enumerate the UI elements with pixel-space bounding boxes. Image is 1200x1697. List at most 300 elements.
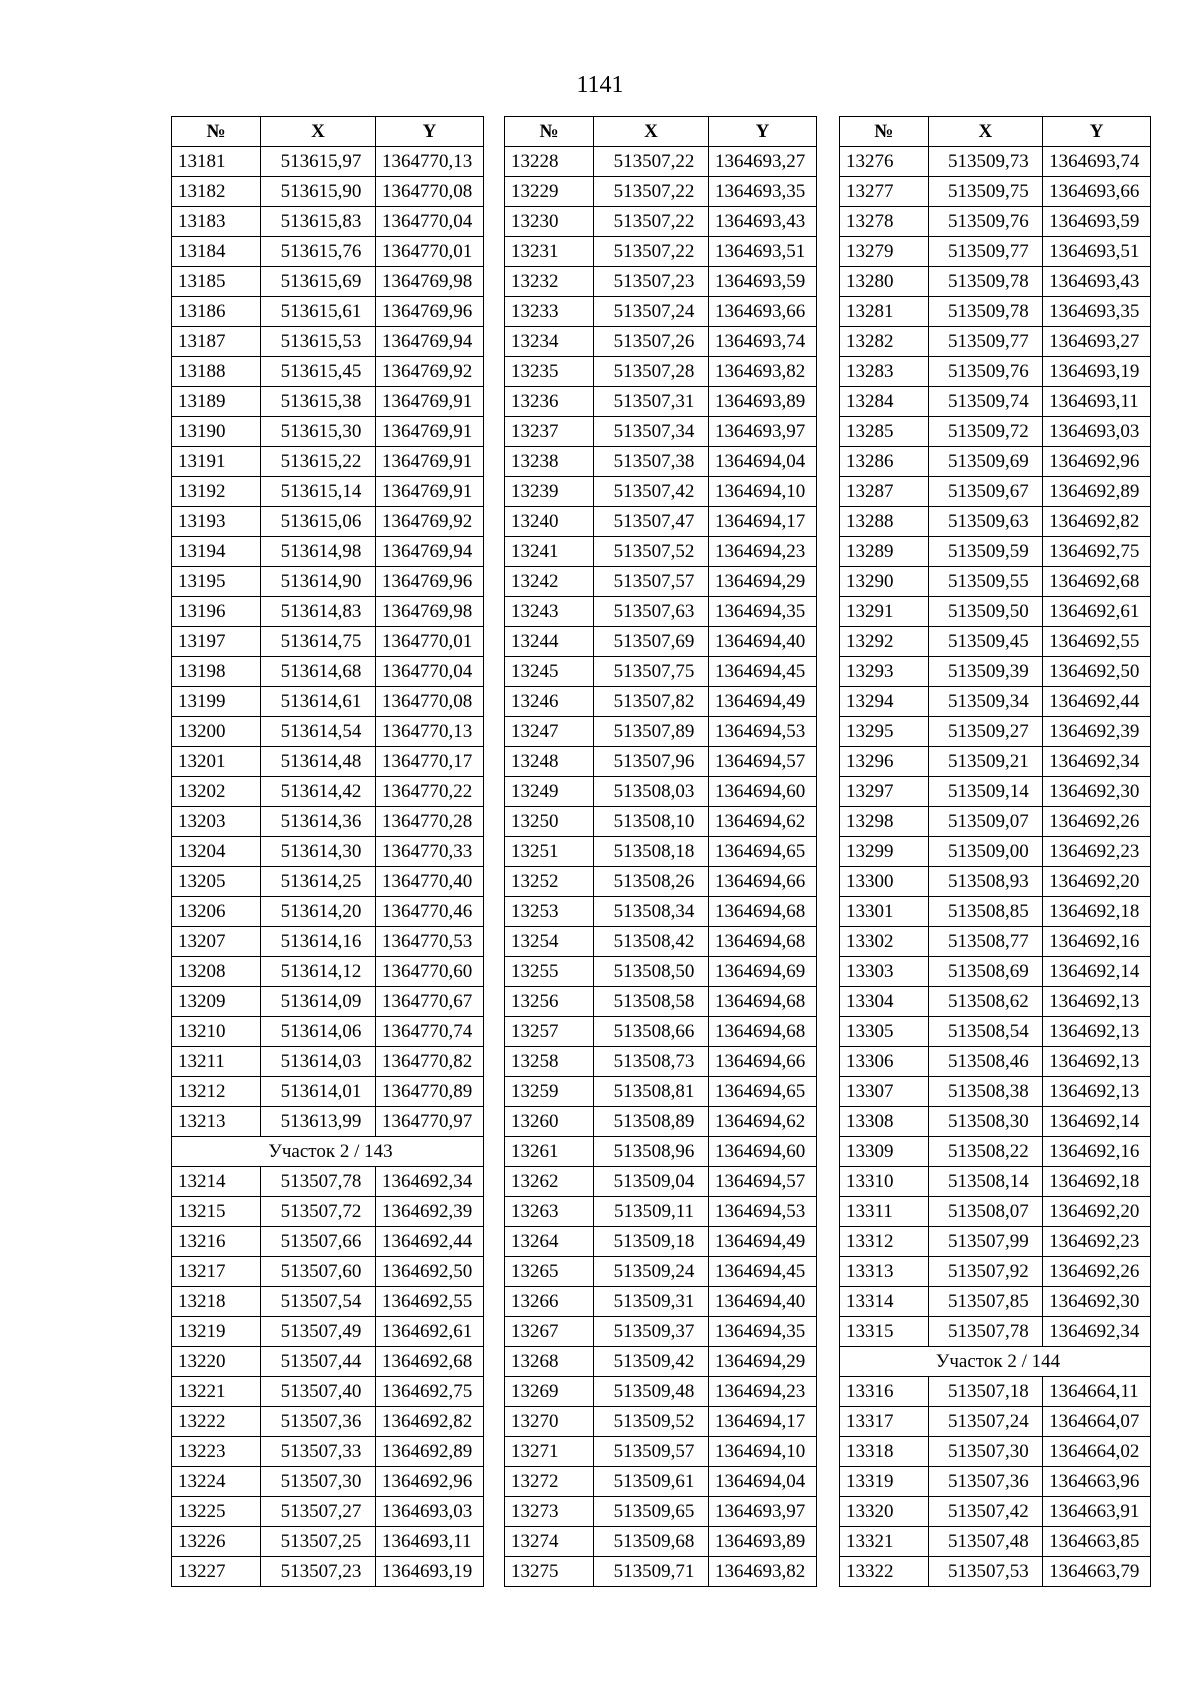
table-row xyxy=(505,957,817,987)
table-row xyxy=(172,627,484,657)
y-coordinate: 1364694,45 xyxy=(709,1257,817,1287)
table-row xyxy=(172,1317,484,1347)
y-coordinate: 1364694,62 xyxy=(709,807,817,837)
y-coordinate: 1364692,18 xyxy=(1043,1167,1151,1197)
y-coordinate: 1364692,23 xyxy=(1043,1227,1151,1257)
table-row xyxy=(840,1167,1151,1197)
header-num: № xyxy=(172,117,261,147)
x-coordinate: 513507,33 xyxy=(261,1437,376,1467)
table-row xyxy=(505,1317,817,1347)
point-number: 13258 xyxy=(505,1047,594,1077)
table-row xyxy=(172,477,484,507)
x-coordinate: 513614,01 xyxy=(261,1077,376,1107)
x-coordinate: 513508,38 xyxy=(928,1077,1043,1107)
y-coordinate: 1364692,50 xyxy=(376,1257,484,1287)
point-number: 13282 xyxy=(840,327,929,357)
point-number: 13237 xyxy=(505,417,594,447)
table-row xyxy=(172,387,484,417)
y-coordinate: 1364769,92 xyxy=(376,507,484,537)
table-row xyxy=(505,207,817,237)
x-coordinate: 513508,18 xyxy=(594,837,709,867)
table-row xyxy=(172,1407,484,1437)
x-coordinate: 513507,31 xyxy=(594,387,709,417)
table-row xyxy=(505,597,817,627)
point-number: 13226 xyxy=(172,1527,261,1557)
x-coordinate: 513614,12 xyxy=(261,957,376,987)
x-coordinate: 513508,42 xyxy=(594,927,709,957)
x-coordinate: 513508,10 xyxy=(594,807,709,837)
point-number: 13183 xyxy=(172,207,261,237)
y-coordinate: 1364694,69 xyxy=(709,957,817,987)
x-coordinate: 513507,24 xyxy=(928,1407,1043,1437)
table-row xyxy=(505,1167,817,1197)
table-row xyxy=(505,1347,817,1377)
table-row xyxy=(172,777,484,807)
y-coordinate: 1364664,02 xyxy=(1043,1437,1151,1467)
x-coordinate: 513507,85 xyxy=(928,1287,1043,1317)
table-row xyxy=(172,597,484,627)
x-coordinate: 513507,23 xyxy=(594,267,709,297)
y-coordinate: 1364770,33 xyxy=(376,837,484,867)
table-row xyxy=(840,1437,1151,1467)
table-row xyxy=(505,777,817,807)
x-coordinate: 513507,42 xyxy=(594,477,709,507)
coordinate-tables xyxy=(171,116,1151,1590)
point-number: 13289 xyxy=(840,537,929,567)
x-coordinate: 513509,77 xyxy=(928,327,1043,357)
x-coordinate: 513507,30 xyxy=(261,1467,376,1497)
y-coordinate: 1364694,23 xyxy=(709,1377,817,1407)
table-row xyxy=(505,1287,817,1317)
point-number: 13208 xyxy=(172,957,261,987)
point-number: 13309 xyxy=(840,1137,929,1167)
page-number: 1141 xyxy=(576,72,624,98)
y-coordinate: 1364693,66 xyxy=(709,297,817,327)
table-row xyxy=(505,267,817,297)
point-number: 13283 xyxy=(840,357,929,387)
point-number: 13322 xyxy=(840,1557,929,1587)
y-coordinate: 1364692,34 xyxy=(1043,1317,1151,1347)
y-coordinate: 1364770,08 xyxy=(376,177,484,207)
table-row xyxy=(172,567,484,597)
y-coordinate: 1364693,27 xyxy=(1043,327,1151,357)
point-number: 13285 xyxy=(840,417,929,447)
x-coordinate: 513615,83 xyxy=(261,207,376,237)
y-coordinate: 1364770,53 xyxy=(376,927,484,957)
point-number: 13284 xyxy=(840,387,929,417)
table-row xyxy=(172,1227,484,1257)
point-number: 13321 xyxy=(840,1527,929,1557)
table-row xyxy=(172,147,484,177)
table-row xyxy=(505,327,817,357)
x-coordinate: 513507,53 xyxy=(928,1557,1043,1587)
point-number: 13298 xyxy=(840,807,929,837)
y-coordinate: 1364769,91 xyxy=(376,387,484,417)
table-row xyxy=(840,1017,1151,1047)
x-coordinate: 513508,66 xyxy=(594,1017,709,1047)
table-row xyxy=(840,597,1151,627)
point-number: 13266 xyxy=(505,1287,594,1317)
x-coordinate: 513614,98 xyxy=(261,537,376,567)
x-coordinate: 513615,30 xyxy=(261,417,376,447)
y-coordinate: 1364694,68 xyxy=(709,1017,817,1047)
x-coordinate: 513509,68 xyxy=(594,1527,709,1557)
table-row xyxy=(505,1227,817,1257)
table-row xyxy=(840,657,1151,687)
y-coordinate: 1364692,39 xyxy=(1043,717,1151,747)
point-number: 13247 xyxy=(505,717,594,747)
y-coordinate: 1364692,55 xyxy=(1043,627,1151,657)
x-coordinate: 513508,89 xyxy=(594,1107,709,1137)
x-coordinate: 513507,72 xyxy=(261,1197,376,1227)
table-row xyxy=(505,807,817,837)
x-coordinate: 513509,61 xyxy=(594,1467,709,1497)
point-number: 13241 xyxy=(505,537,594,567)
table-row xyxy=(505,867,817,897)
table-row xyxy=(172,1107,484,1137)
table-row xyxy=(505,627,817,657)
x-coordinate: 513508,22 xyxy=(928,1137,1043,1167)
point-number: 13314 xyxy=(840,1287,929,1317)
y-coordinate: 1364769,96 xyxy=(376,567,484,597)
point-number: 13204 xyxy=(172,837,261,867)
y-coordinate: 1364769,96 xyxy=(376,297,484,327)
point-number: 13242 xyxy=(505,567,594,597)
table-row xyxy=(172,927,484,957)
table-row xyxy=(840,627,1151,657)
x-coordinate: 513509,78 xyxy=(928,267,1043,297)
y-coordinate: 1364692,68 xyxy=(376,1347,484,1377)
x-coordinate: 513507,96 xyxy=(594,747,709,777)
table-row xyxy=(840,1287,1151,1317)
point-number: 13254 xyxy=(505,927,594,957)
y-coordinate: 1364693,43 xyxy=(709,207,817,237)
x-coordinate: 513507,47 xyxy=(594,507,709,537)
x-coordinate: 513615,14 xyxy=(261,477,376,507)
x-coordinate: 513509,65 xyxy=(594,1497,709,1527)
x-coordinate: 513507,30 xyxy=(928,1437,1043,1467)
y-coordinate: 1364692,44 xyxy=(376,1227,484,1257)
table-row xyxy=(505,897,817,927)
point-number: 13259 xyxy=(505,1077,594,1107)
point-number: 13191 xyxy=(172,447,261,477)
y-coordinate: 1364693,19 xyxy=(1043,357,1151,387)
table-row xyxy=(172,687,484,717)
section-label: Участок 2 / 144 xyxy=(840,1347,1151,1377)
y-coordinate: 1364692,96 xyxy=(1043,447,1151,477)
point-number: 13277 xyxy=(840,177,929,207)
y-coordinate: 1364692,75 xyxy=(376,1377,484,1407)
y-coordinate: 1364694,10 xyxy=(709,1437,817,1467)
point-number: 13293 xyxy=(840,657,929,687)
x-coordinate: 513507,22 xyxy=(594,147,709,177)
point-number: 13303 xyxy=(840,957,929,987)
table-row xyxy=(172,1047,484,1077)
y-coordinate: 1364770,04 xyxy=(376,207,484,237)
x-coordinate: 513507,60 xyxy=(261,1257,376,1287)
y-coordinate: 1364694,60 xyxy=(709,1137,817,1167)
coordinate-table xyxy=(171,116,484,1587)
x-coordinate: 513614,25 xyxy=(261,867,376,897)
y-coordinate: 1364694,45 xyxy=(709,657,817,687)
y-coordinate: 1364692,14 xyxy=(1043,1107,1151,1137)
point-number: 13243 xyxy=(505,597,594,627)
x-coordinate: 513509,57 xyxy=(594,1437,709,1467)
y-coordinate: 1364769,98 xyxy=(376,597,484,627)
table-row xyxy=(840,717,1151,747)
table-row xyxy=(505,987,817,1017)
y-coordinate: 1364692,18 xyxy=(1043,897,1151,927)
table-row xyxy=(840,237,1151,267)
y-coordinate: 1364694,53 xyxy=(709,1197,817,1227)
y-coordinate: 1364663,79 xyxy=(1043,1557,1151,1587)
point-number: 13225 xyxy=(172,1497,261,1527)
y-coordinate: 1364694,17 xyxy=(709,507,817,537)
x-coordinate: 513507,89 xyxy=(594,717,709,747)
x-coordinate: 513615,22 xyxy=(261,447,376,477)
table-row xyxy=(840,867,1151,897)
y-coordinate: 1364693,51 xyxy=(1043,237,1151,267)
y-coordinate: 1364693,97 xyxy=(709,417,817,447)
header-num: № xyxy=(840,117,929,147)
y-coordinate: 1364770,13 xyxy=(376,147,484,177)
point-number: 13288 xyxy=(840,507,929,537)
x-coordinate: 513507,82 xyxy=(594,687,709,717)
x-coordinate: 513507,63 xyxy=(594,597,709,627)
x-coordinate: 513508,73 xyxy=(594,1047,709,1077)
x-coordinate: 513508,34 xyxy=(594,897,709,927)
x-coordinate: 513509,21 xyxy=(928,747,1043,777)
point-number: 13245 xyxy=(505,657,594,687)
point-number: 13250 xyxy=(505,807,594,837)
table-row xyxy=(172,297,484,327)
point-number: 13234 xyxy=(505,327,594,357)
table-row xyxy=(505,687,817,717)
x-coordinate: 513507,54 xyxy=(261,1287,376,1317)
header-x: X xyxy=(928,117,1043,147)
x-coordinate: 513507,38 xyxy=(594,447,709,477)
x-coordinate: 513509,04 xyxy=(594,1167,709,1197)
table-row xyxy=(172,1497,484,1527)
point-number: 13211 xyxy=(172,1047,261,1077)
x-coordinate: 513614,30 xyxy=(261,837,376,867)
table-row xyxy=(840,1497,1151,1527)
y-coordinate: 1364770,22 xyxy=(376,777,484,807)
y-coordinate: 1364694,68 xyxy=(709,987,817,1017)
x-coordinate: 513509,14 xyxy=(928,777,1043,807)
y-coordinate: 1364769,91 xyxy=(376,447,484,477)
point-number: 13210 xyxy=(172,1017,261,1047)
x-coordinate: 513614,48 xyxy=(261,747,376,777)
section-row xyxy=(840,1347,1151,1377)
x-coordinate: 513509,34 xyxy=(928,687,1043,717)
point-number: 13256 xyxy=(505,987,594,1017)
table-row xyxy=(505,477,817,507)
y-coordinate: 1364692,82 xyxy=(1043,507,1151,537)
y-coordinate: 1364769,94 xyxy=(376,537,484,567)
y-coordinate: 1364694,68 xyxy=(709,897,817,927)
table-row xyxy=(840,297,1151,327)
x-coordinate: 513508,69 xyxy=(928,957,1043,987)
point-number: 13273 xyxy=(505,1497,594,1527)
x-coordinate: 513509,69 xyxy=(928,447,1043,477)
y-coordinate: 1364692,50 xyxy=(1043,657,1151,687)
y-coordinate: 1364693,74 xyxy=(709,327,817,357)
x-coordinate: 513615,61 xyxy=(261,297,376,327)
table-row xyxy=(505,657,817,687)
coordinate-table xyxy=(504,116,817,1587)
table-row xyxy=(840,387,1151,417)
table-row xyxy=(840,747,1151,777)
y-coordinate: 1364692,34 xyxy=(1043,747,1151,777)
point-number: 13246 xyxy=(505,687,594,717)
point-number: 13248 xyxy=(505,747,594,777)
point-number: 13294 xyxy=(840,687,929,717)
table-row xyxy=(505,147,817,177)
point-number: 13235 xyxy=(505,357,594,387)
x-coordinate: 513507,22 xyxy=(594,177,709,207)
point-number: 13230 xyxy=(505,207,594,237)
point-number: 13196 xyxy=(172,597,261,627)
table-row xyxy=(172,1257,484,1287)
table-row xyxy=(840,1077,1151,1107)
point-number: 13290 xyxy=(840,567,929,597)
y-coordinate: 1364692,30 xyxy=(1043,777,1151,807)
y-coordinate: 1364692,26 xyxy=(1043,1257,1151,1287)
x-coordinate: 513507,57 xyxy=(594,567,709,597)
x-coordinate: 513509,31 xyxy=(594,1287,709,1317)
point-number: 13206 xyxy=(172,897,261,927)
point-number: 13292 xyxy=(840,627,929,657)
point-number: 13224 xyxy=(172,1467,261,1497)
y-coordinate: 1364692,14 xyxy=(1043,957,1151,987)
x-coordinate: 513508,77 xyxy=(928,927,1043,957)
x-coordinate: 513613,99 xyxy=(261,1107,376,1137)
table-row xyxy=(840,837,1151,867)
x-coordinate: 513508,50 xyxy=(594,957,709,987)
table-row xyxy=(840,1557,1151,1587)
y-coordinate: 1364694,49 xyxy=(709,1227,817,1257)
x-coordinate: 513509,42 xyxy=(594,1347,709,1377)
table-row xyxy=(172,1557,484,1587)
y-coordinate: 1364770,40 xyxy=(376,867,484,897)
x-coordinate: 513508,46 xyxy=(928,1047,1043,1077)
y-coordinate: 1364692,26 xyxy=(1043,807,1151,837)
y-coordinate: 1364693,11 xyxy=(376,1527,484,1557)
header-y: Y xyxy=(1043,117,1151,147)
point-number: 13227 xyxy=(172,1557,261,1587)
x-coordinate: 513507,36 xyxy=(928,1467,1043,1497)
x-coordinate: 513509,67 xyxy=(928,477,1043,507)
table-row xyxy=(172,957,484,987)
point-number: 13311 xyxy=(840,1197,929,1227)
x-coordinate: 513507,25 xyxy=(261,1527,376,1557)
y-coordinate: 1364770,28 xyxy=(376,807,484,837)
x-coordinate: 513509,76 xyxy=(928,357,1043,387)
point-number: 13186 xyxy=(172,297,261,327)
header-x: X xyxy=(594,117,709,147)
x-coordinate: 513509,72 xyxy=(928,417,1043,447)
table-row xyxy=(840,357,1151,387)
point-number: 13257 xyxy=(505,1017,594,1047)
x-coordinate: 513509,37 xyxy=(594,1317,709,1347)
table-row xyxy=(505,1107,817,1137)
header-x: X xyxy=(261,117,376,147)
y-coordinate: 1364692,89 xyxy=(1043,477,1151,507)
table-row xyxy=(840,1527,1151,1557)
x-coordinate: 513614,36 xyxy=(261,807,376,837)
y-coordinate: 1364770,89 xyxy=(376,1077,484,1107)
y-coordinate: 1364770,01 xyxy=(376,237,484,267)
y-coordinate: 1364694,29 xyxy=(709,567,817,597)
point-number: 13220 xyxy=(172,1347,261,1377)
point-number: 13202 xyxy=(172,777,261,807)
point-number: 13215 xyxy=(172,1197,261,1227)
point-number: 13271 xyxy=(505,1437,594,1467)
y-coordinate: 1364693,03 xyxy=(376,1497,484,1527)
x-coordinate: 513509,24 xyxy=(594,1257,709,1287)
point-number: 13317 xyxy=(840,1407,929,1437)
x-coordinate: 513508,30 xyxy=(928,1107,1043,1137)
point-number: 13261 xyxy=(505,1137,594,1167)
y-coordinate: 1364694,40 xyxy=(709,1287,817,1317)
table-row xyxy=(505,837,817,867)
point-number: 13184 xyxy=(172,237,261,267)
point-number: 13207 xyxy=(172,927,261,957)
table-row xyxy=(172,237,484,267)
point-number: 13316 xyxy=(840,1377,929,1407)
y-coordinate: 1364692,23 xyxy=(1043,837,1151,867)
y-coordinate: 1364693,03 xyxy=(1043,417,1151,447)
y-coordinate: 1364692,61 xyxy=(1043,597,1151,627)
y-coordinate: 1364693,82 xyxy=(709,1557,817,1587)
table-row xyxy=(172,1467,484,1497)
x-coordinate: 513507,75 xyxy=(594,657,709,687)
table-row xyxy=(172,747,484,777)
x-coordinate: 513614,09 xyxy=(261,987,376,1017)
y-coordinate: 1364694,40 xyxy=(709,627,817,657)
y-coordinate: 1364769,91 xyxy=(376,417,484,447)
x-coordinate: 513615,69 xyxy=(261,267,376,297)
y-coordinate: 1364693,27 xyxy=(709,147,817,177)
table-row xyxy=(172,1017,484,1047)
y-coordinate: 1364694,62 xyxy=(709,1107,817,1137)
y-coordinate: 1364692,16 xyxy=(1043,927,1151,957)
point-number: 13280 xyxy=(840,267,929,297)
table-row xyxy=(172,417,484,447)
x-coordinate: 513614,83 xyxy=(261,597,376,627)
point-number: 13219 xyxy=(172,1317,261,1347)
y-coordinate: 1364692,30 xyxy=(1043,1287,1151,1317)
y-coordinate: 1364770,13 xyxy=(376,717,484,747)
y-coordinate: 1364693,89 xyxy=(709,387,817,417)
table-row xyxy=(172,1377,484,1407)
point-number: 13307 xyxy=(840,1077,929,1107)
y-coordinate: 1364692,13 xyxy=(1043,987,1151,1017)
x-coordinate: 513614,03 xyxy=(261,1047,376,1077)
table-row xyxy=(840,447,1151,477)
coordinate-table xyxy=(839,116,1151,1587)
point-number: 13318 xyxy=(840,1437,929,1467)
y-coordinate: 1364693,51 xyxy=(709,237,817,267)
y-coordinate: 1364694,04 xyxy=(709,1467,817,1497)
y-coordinate: 1364692,16 xyxy=(1043,1137,1151,1167)
x-coordinate: 513507,40 xyxy=(261,1377,376,1407)
y-coordinate: 1364694,60 xyxy=(709,777,817,807)
table-row xyxy=(172,837,484,867)
table-row xyxy=(505,1407,817,1437)
x-coordinate: 513507,24 xyxy=(594,297,709,327)
